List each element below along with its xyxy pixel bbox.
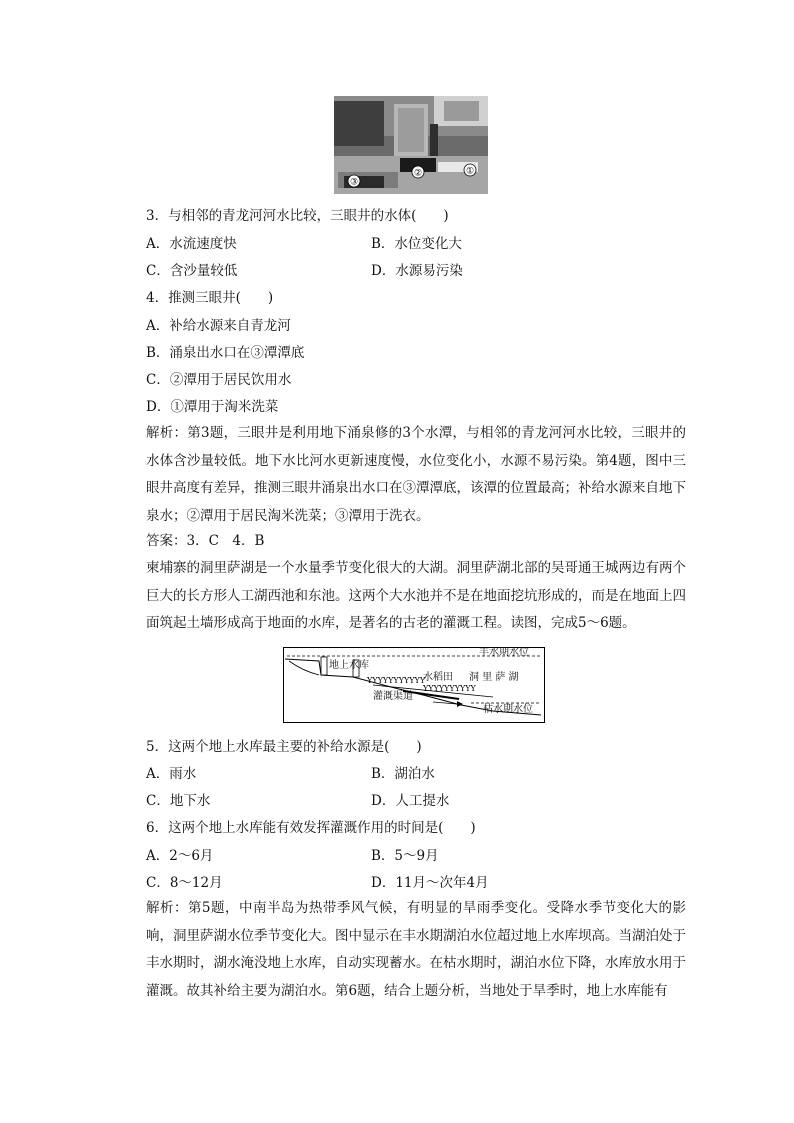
question-6-option-c: C．8～12月 bbox=[146, 875, 223, 891]
question-3-option-c: C．含沙量较低 bbox=[146, 263, 238, 279]
label-lake: 洞 里 萨 湖 bbox=[469, 672, 519, 683]
label-low-water: 枯水期水位 bbox=[483, 704, 533, 715]
question-6-stem: 6．这两个地上水库能有效发挥灌溉作用的时间是( ) bbox=[146, 820, 476, 836]
question-4-option-a: A．补给水源来自青龙河 bbox=[146, 318, 291, 334]
analysis-3-4: 解析：第3题，三眼井是利用地下涌泉修的3个水潭，与相邻的青龙河河水比较，三眼井的水体含沙量较低。地下水比河水更新速度慢，水位变化小，水源不易污染。第4题，图中三眼井高度有差异，推测三眼井涌泉出水口在③潭潭底，该潭的位置最高；补给水源来自地下泉水；②潭用于居民淘米洗菜；③潭用于洗衣。 bbox=[146, 425, 686, 524]
label-high-water: 丰水期水位 bbox=[479, 647, 529, 658]
question-3-option-b: B．水位变化大 bbox=[371, 236, 462, 252]
photo-marker-3: ③ bbox=[349, 177, 359, 188]
question-5-option-b: B．湖泊水 bbox=[371, 766, 435, 782]
photo-marker-1: ① bbox=[465, 166, 475, 177]
question-5-option-d: D．人工提水 bbox=[371, 793, 450, 809]
answer-3-4: 答案：3．C 4．B bbox=[146, 533, 265, 549]
question-5-stem: 5．这两个地上水库最主要的补给水源是( ) bbox=[146, 739, 422, 755]
question-3-option-d: D．水源易污染 bbox=[371, 263, 463, 279]
question-4-option-c: C．②潭用于居民饮用水 bbox=[146, 372, 292, 388]
photo-marker-2: ② bbox=[413, 168, 423, 179]
question-3-stem: 3．与相邻的青龙河河水比较，三眼井的水体( ) bbox=[146, 208, 449, 224]
question-4-option-b: B．涌泉出水口在③潭潭底 bbox=[146, 345, 305, 361]
label-canal: 灌溉渠道 bbox=[373, 691, 413, 702]
question-3-option-a: A．水流速度快 bbox=[146, 236, 237, 252]
question-5-option-c: C．地下水 bbox=[146, 793, 211, 809]
question-6-option-d: D．11月～次年4月 bbox=[371, 875, 489, 891]
analysis-5-6: 解析：第5题，中南半岛为热带季风气候，有明显的旱雨季变化。受降水季节变化大的影响，洞里萨湖水位季节变化大。图中显示在丰水期湖泊水位超过地上水库坝高。当湖泊处于丰水期时，湖水淹没地上水库，自动实现蓄水。在枯水期时，湖泊水位下降，水库放水用于灌溉。故其补给主要为湖泊水。第6题，结合上题分析，当地处于旱季时，地上水库能有 bbox=[146, 900, 686, 999]
question-4-stem: 4．推测三眼井( ) bbox=[146, 290, 274, 306]
question-5-option-a: A．雨水 bbox=[146, 766, 197, 782]
svg-text:YYYYYYYYYY: YYYYYYYYYY bbox=[423, 684, 476, 693]
svg-text:YYYYYYYYYYY: YYYYYYYYYYY bbox=[367, 676, 426, 685]
question-6-option-a: A．2～6月 bbox=[146, 848, 214, 864]
label-reservoir: 地上水库 bbox=[329, 660, 369, 671]
label-paddy: 水稻田 bbox=[423, 672, 453, 683]
question-4-option-d: D．①潭用于淘米洗菜 bbox=[146, 399, 279, 415]
three-wells-photo bbox=[334, 96, 488, 194]
reservoir-diagram bbox=[283, 647, 545, 723]
intro-paragraph: 柬埔寨的洞里萨湖是一个水量季节变化很大的大湖。洞里萨湖北部的吴哥通王城两边有两个巨大的长方形人工湖西池和东池。这两个大水池并不是在地面挖坑形成的，而是在地面上四面筑起土墙形成高于地面的水库，是著名的古老的灌溉工程。读图，完成5～6题。 bbox=[146, 560, 686, 631]
question-6-option-b: B．5～9月 bbox=[371, 848, 439, 864]
